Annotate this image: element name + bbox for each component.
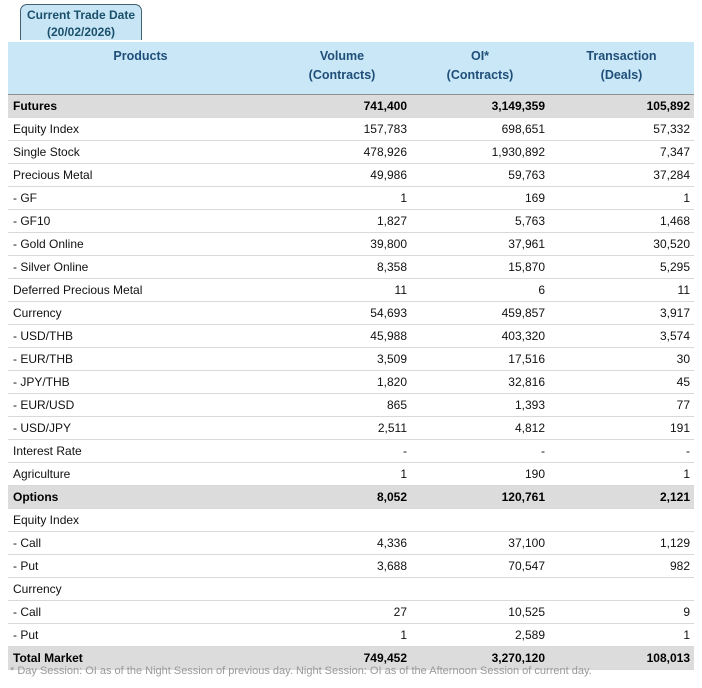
cell-product: Single Stock <box>8 141 273 164</box>
cell-product: - EUR/USD <box>8 394 273 417</box>
column-header-transaction <box>549 42 694 95</box>
cell-transaction: 1,468 <box>549 210 694 233</box>
table-row <box>8 279 694 302</box>
cell-product: Equity Index <box>8 118 273 141</box>
table-row <box>8 118 694 141</box>
column-header-oi-sub: (Contracts) <box>446 68 514 82</box>
cell-product: - GF <box>8 187 273 210</box>
cell-oi: - <box>411 440 549 463</box>
cell-product: Currency <box>8 578 273 601</box>
column-header-oi <box>411 42 549 95</box>
cell-volume <box>273 509 411 532</box>
cell-transaction: 191 <box>549 417 694 440</box>
cell-volume: 54,693 <box>273 302 411 325</box>
cell-transaction: 30,520 <box>549 233 694 256</box>
table-row <box>8 578 694 601</box>
cell-volume: 865 <box>273 394 411 417</box>
table-row <box>8 555 694 578</box>
table-row <box>8 371 694 394</box>
cell-oi: 32,816 <box>411 371 549 394</box>
cell-oi: 2,589 <box>411 624 549 647</box>
cell-oi: 6 <box>411 279 549 302</box>
cell-oi: 3,270,120 <box>411 647 549 670</box>
cell-transaction: 57,332 <box>549 118 694 141</box>
cell-transaction: 30 <box>549 348 694 371</box>
cell-oi: 3,149,359 <box>411 95 549 118</box>
table-row <box>8 440 694 463</box>
cell-volume: 741,400 <box>273 95 411 118</box>
cell-product: Interest Rate <box>8 440 273 463</box>
cell-product: Precious Metal <box>8 164 273 187</box>
cell-transaction: 108,013 <box>549 647 694 670</box>
cell-oi: 190 <box>411 463 549 486</box>
cell-product: - Silver Online <box>8 256 273 279</box>
market-summary-table <box>8 42 694 670</box>
cell-transaction: - <box>549 440 694 463</box>
cell-volume: 1,820 <box>273 371 411 394</box>
cell-transaction: 1 <box>549 463 694 486</box>
cell-product: - Put <box>8 555 273 578</box>
cell-oi: 59,763 <box>411 164 549 187</box>
table-row <box>8 509 694 532</box>
cell-product: Futures <box>8 95 273 118</box>
cell-oi: 403,320 <box>411 325 549 348</box>
cell-volume <box>273 578 411 601</box>
cell-volume: 3,688 <box>273 555 411 578</box>
table-row <box>8 302 694 325</box>
cell-product: - USD/JPY <box>8 417 273 440</box>
cell-oi: 1,393 <box>411 394 549 417</box>
cell-oi: 37,100 <box>411 532 549 555</box>
column-header-transaction-sub: (Deals) <box>600 68 643 82</box>
cell-product: Deferred Precious Metal <box>8 279 273 302</box>
cell-volume: 2,511 <box>273 417 411 440</box>
cell-transaction: 5,295 <box>549 256 694 279</box>
table-header-row <box>8 42 694 95</box>
table-row <box>8 256 694 279</box>
cell-volume: 8,052 <box>273 486 411 509</box>
cell-oi: 70,547 <box>411 555 549 578</box>
cell-oi: 37,961 <box>411 233 549 256</box>
table-row <box>8 463 694 486</box>
cell-volume: - <box>273 440 411 463</box>
cell-oi: 698,651 <box>411 118 549 141</box>
column-header-products <box>8 42 273 95</box>
cell-oi: 4,812 <box>411 417 549 440</box>
table-row <box>8 532 694 555</box>
cell-oi <box>411 509 549 532</box>
cell-oi: 1,930,892 <box>411 141 549 164</box>
cell-transaction: 45 <box>549 371 694 394</box>
table-row <box>8 187 694 210</box>
table-row <box>8 486 694 509</box>
table-row <box>8 394 694 417</box>
table-row <box>8 141 694 164</box>
cell-transaction: 7,347 <box>549 141 694 164</box>
cell-volume: 157,783 <box>273 118 411 141</box>
cell-oi: 10,525 <box>411 601 549 624</box>
cell-product: - GF10 <box>8 210 273 233</box>
cell-volume: 1 <box>273 463 411 486</box>
cell-transaction: 11 <box>549 279 694 302</box>
column-header-volume <box>273 42 411 95</box>
cell-product: - JPY/THB <box>8 371 273 394</box>
cell-transaction: 77 <box>549 394 694 417</box>
cell-product: Agriculture <box>8 463 273 486</box>
cell-transaction: 982 <box>549 555 694 578</box>
cell-transaction: 3,574 <box>549 325 694 348</box>
cell-product: - Put <box>8 624 273 647</box>
column-header-products-label: Products <box>113 49 168 63</box>
tab-label-line1: Current Trade Date <box>26 8 136 22</box>
cell-transaction: 9 <box>549 601 694 624</box>
cell-volume: 1 <box>273 624 411 647</box>
cell-oi: 5,763 <box>411 210 549 233</box>
cell-product: Currency <box>8 302 273 325</box>
cell-volume: 1 <box>273 187 411 210</box>
cell-transaction: 1 <box>549 624 694 647</box>
cell-product: - EUR/THB <box>8 348 273 371</box>
cell-volume: 11 <box>273 279 411 302</box>
cell-transaction <box>549 578 694 601</box>
cell-volume: 49,986 <box>273 164 411 187</box>
cell-transaction: 37,284 <box>549 164 694 187</box>
table-row <box>8 624 694 647</box>
cell-oi: 17,516 <box>411 348 549 371</box>
column-header-oi-label: OI* <box>470 49 490 63</box>
table-row <box>8 164 694 187</box>
table-row <box>8 95 694 118</box>
cell-oi: 120,761 <box>411 486 549 509</box>
table-body <box>8 95 694 670</box>
column-header-volume-label: Volume <box>319 49 365 63</box>
oi-footnote: * Day Session: OI as of the Night Session of previous day. Night Session: OI as of the Afternoon Session of current day. <box>10 665 592 677</box>
cell-transaction: 2,121 <box>549 486 694 509</box>
cell-transaction: 105,892 <box>549 95 694 118</box>
cell-volume: 749,452 <box>273 647 411 670</box>
tab-current-trade-date[interactable] <box>20 4 142 40</box>
cell-oi: 459,857 <box>411 302 549 325</box>
cell-product: - Call <box>8 532 273 555</box>
cell-volume: 4,336 <box>273 532 411 555</box>
cell-product: Options <box>8 486 273 509</box>
cell-transaction: 1,129 <box>549 532 694 555</box>
cell-volume: 45,988 <box>273 325 411 348</box>
table-row <box>8 325 694 348</box>
cell-oi <box>411 578 549 601</box>
cell-volume: 478,926 <box>273 141 411 164</box>
column-header-transaction-label: Transaction <box>586 49 657 63</box>
cell-volume: 3,509 <box>273 348 411 371</box>
cell-transaction: 3,917 <box>549 302 694 325</box>
cell-transaction <box>549 509 694 532</box>
cell-oi: 15,870 <box>411 256 549 279</box>
cell-oi: 169 <box>411 187 549 210</box>
cell-product: Total Market <box>8 647 273 670</box>
cell-volume: 39,800 <box>273 233 411 256</box>
table-row <box>8 348 694 371</box>
table-row <box>8 233 694 256</box>
column-header-volume-sub: (Contracts) <box>308 68 376 82</box>
table-row <box>8 601 694 624</box>
cell-product: Equity Index <box>8 509 273 532</box>
market-summary-table-container <box>8 42 694 670</box>
table-row <box>8 417 694 440</box>
table-row <box>8 210 694 233</box>
cell-transaction: 1 <box>549 187 694 210</box>
cell-product: - USD/THB <box>8 325 273 348</box>
cell-volume: 1,827 <box>273 210 411 233</box>
cell-volume: 27 <box>273 601 411 624</box>
cell-product: - Gold Online <box>8 233 273 256</box>
cell-volume: 8,358 <box>273 256 411 279</box>
tab-label-line2: (20/02/2026) <box>46 25 116 39</box>
cell-product: - Call <box>8 601 273 624</box>
